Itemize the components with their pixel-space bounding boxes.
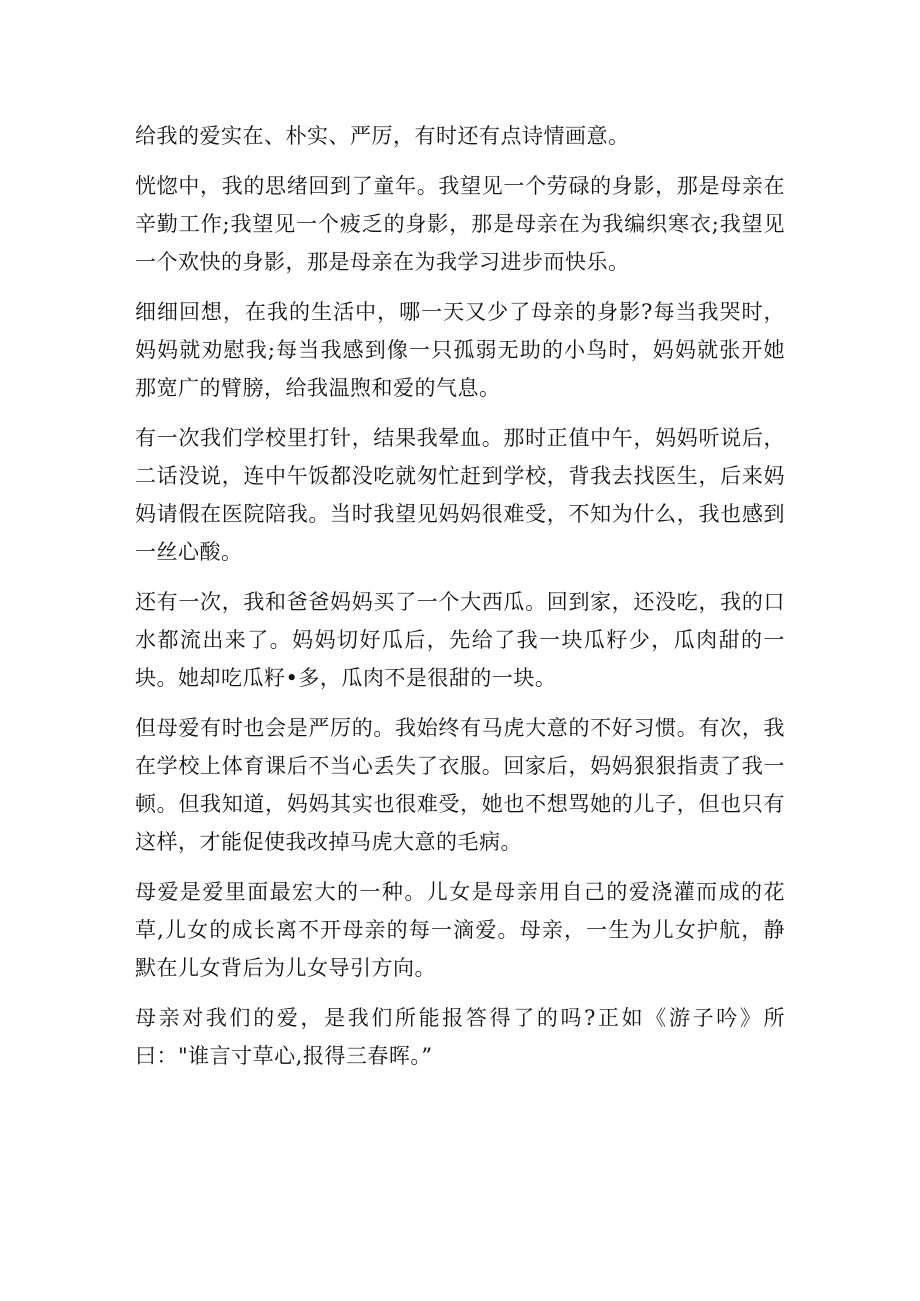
paragraph-5: 还有一次，我和爸爸妈妈买了一个大西瓜。回到家，还没吃，我的口水都流出来了。妈妈切好瓜后，先给了我一块瓜籽少，瓜肉甜的一块。她却吃瓜籽•多，瓜肉不是很甜的一块。 — [135, 590, 785, 690]
paragraph-6: 但母爱有时也会是严厉的。我始终有马虎大意的不好习惯。有次，我在学校上体育课后不当心丢失了衣服。回家后，妈妈狠狠指责了我一顿。但我知道，妈妈其实也很难受，她也不想骂她的儿子，但也只有这样，才能促使我改掉马虎大意的毛病。 — [135, 716, 785, 854]
paragraph-4: 有一次我们学校里打针，结果我晕血。那时正值中午，妈妈听说后，二话没说，连中午饭都没吃就匆忙赶到学校，背我去找医生，后来妈妈请假在医院陪我。当时我望见妈妈很难受，不知为什么，我也感到一丝心酸。 — [135, 426, 785, 564]
paragraph-1: 给我的爱实在、朴实、严厉，有时还有点诗情画意。 — [135, 124, 630, 148]
paragraph-3: 细细回想，在我的生活中，哪一天又少了母亲的身影?每当我哭时，妈妈就劝慰我;每当我感到像一只孤弱无助的小鸟时，妈妈就张开她那宽广的臂膀，给我温煦和爱的气息。 — [135, 300, 785, 400]
paragraph-2: 恍惚中，我的思绪回到了童年。我望见一个劳碌的身影，那是母亲在辛勤工作;我望见一个疲乏的身影，那是母亲在为我编织寒衣;我望见一个欢快的身影，那是母亲在为我学习进步而快乐。 — [135, 174, 785, 274]
paragraph-8: 母亲对我们的爱，是我们所能报答得了的吗?正如《游子吟》所曰："谁言寸草心,报得三春晖。” — [135, 1006, 785, 1068]
paragraph-7: 母爱是爱里面最宏大的一种。儿女是母亲用自己的爱浇灌而成的花草,儿女的成长离不开母亲的每一滴爱。母亲，一生为儿女护航，静默在儿女背后为儿女导引方向。 — [135, 880, 785, 980]
document-body — [135, 117, 785, 1087]
